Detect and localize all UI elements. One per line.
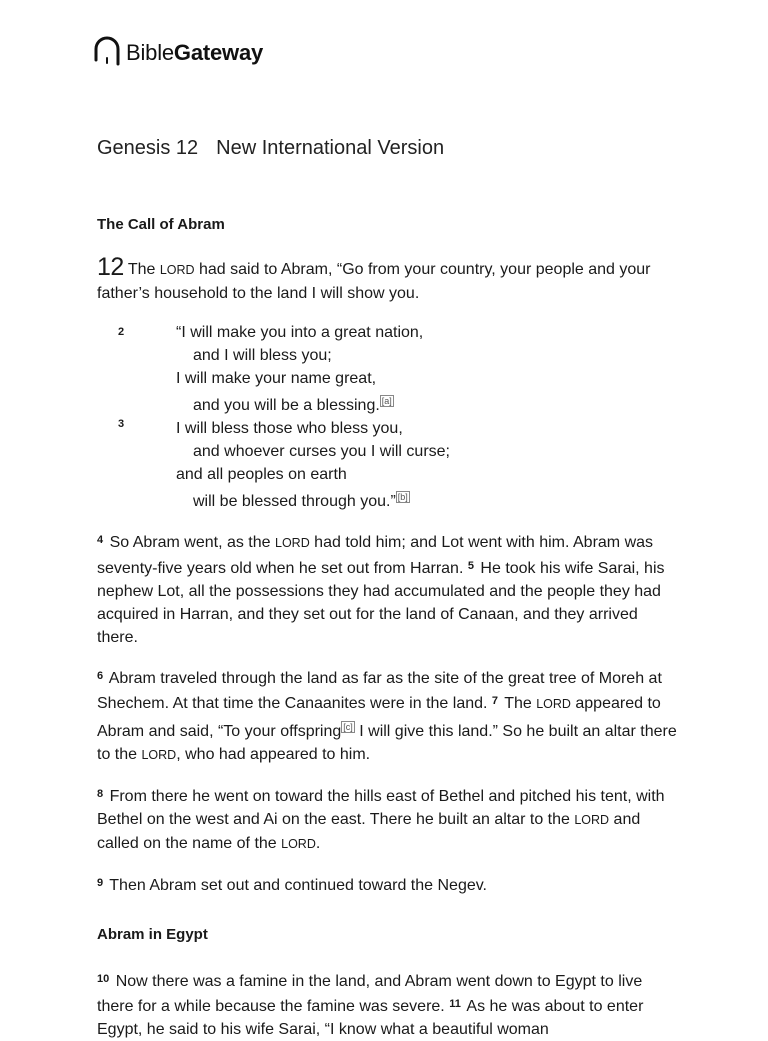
footnote-a[interactable] (380, 395, 394, 407)
verse-text: The (500, 695, 537, 712)
verse-text: , who had appeared to him. (176, 746, 371, 763)
verse-text: Then Abram set out and continued toward the Negev. (105, 877, 487, 894)
small-caps-lord: LORD (275, 536, 310, 550)
poetry-line: and all peoples on earth (176, 466, 347, 483)
verse-number: 8 (97, 788, 104, 800)
verse-text: As he was about to enter Egypt, he said to his wife Sarai, “I know what a beautiful woman (97, 998, 644, 1038)
poetry-block (97, 321, 677, 513)
poetry-line: I will make your name great, (176, 370, 377, 387)
verse-8 (97, 783, 677, 856)
poetry-line (97, 486, 677, 513)
poetry-text: will be blessed through you.” (193, 493, 396, 510)
poetry-line: “I will make you into a great nation, (176, 324, 424, 341)
poetry-text: and you will be a blessing. (193, 397, 380, 414)
verse-number: 11 (449, 998, 461, 1010)
footnote-label[interactable]: [c] (343, 722, 353, 732)
small-caps-lord: LORD (159, 263, 195, 277)
section-heading: The Call of Abram (97, 216, 225, 233)
footnote-label[interactable]: [b] (397, 492, 408, 502)
brand-gateway: Gateway (173, 40, 264, 65)
bible-gateway-logo-icon (92, 36, 122, 70)
verse-number: 5 (467, 560, 474, 572)
verse-text: . (315, 835, 321, 852)
chapter-number: 12 (97, 253, 124, 281)
verse-1 (97, 253, 677, 305)
verse-number: 3 (118, 418, 125, 430)
small-caps-lord: LORD (141, 748, 177, 762)
verse-number: 6 (97, 670, 104, 682)
section-heading: Abram in Egypt (97, 926, 208, 943)
verse-4 (97, 529, 677, 649)
passage-version: New International Version (216, 137, 445, 159)
verse-9 (97, 872, 677, 897)
small-caps-lord: LORD (536, 697, 571, 711)
verse-text: appeared to Abram and said, “To your offspring (97, 695, 661, 740)
verse-text: I will give this land.” So he built an altar there to the (97, 723, 677, 763)
footnote-label[interactable]: [a] (381, 396, 392, 406)
verse-text: had told him; and Lot went with him. Abram was seventy-five years old when he set out from Harran. (97, 534, 654, 577)
passage-text (97, 213, 677, 1041)
verse-number: 7 (491, 695, 499, 707)
verse-number: 4 (97, 534, 104, 546)
verse-10 (97, 968, 677, 1041)
poetry-line: and whoever curses you I will curse; (193, 443, 450, 460)
verse-text: and called on the name of the (97, 811, 641, 852)
poetry-line: and I will bless you; (193, 347, 332, 364)
brand-bible: Bible (126, 40, 174, 65)
verse-text: So Abram went, as the (105, 534, 275, 551)
verse-number: 10 (97, 973, 110, 985)
verse-text: He took his wife Sarai, his nephew Lot, all the possessions they had accumulated and the people they had acquired in Harran, and they set out for the land of Canaan, and they arrived there. (97, 560, 665, 646)
footnote-c[interactable] (341, 721, 355, 733)
poetry-line: I will bless those who bless you, (176, 420, 403, 437)
passage-title (97, 137, 444, 160)
verse-text: The (127, 261, 160, 278)
verse-text: had said to Abram, “Go from your country, your people and your father’s household to the land I will show you. (97, 261, 651, 302)
brand-logo[interactable] (92, 36, 263, 70)
verse-text: Now there was a famine in the land, and Abram went down to Egypt to live there for a while because the famine was severe. (97, 973, 643, 1015)
verse-text: Abram traveled through the land as far as the site of the great tree of Moreh at Shechem. At that time the Canaanites were in the land. (97, 670, 662, 712)
poetry-line (97, 390, 677, 417)
verse-6 (97, 665, 677, 767)
verse-number: 9 (97, 877, 104, 889)
verse-number: 2 (118, 326, 125, 338)
small-caps-lord: LORD (281, 837, 316, 851)
brand-name (126, 36, 263, 70)
small-caps-lord: LORD (574, 813, 610, 827)
verse-text: From there he went on toward the hills east of Bethel and pitched his tent, with Bethel on the west and Ai on the east. There he built an altar to the (97, 788, 665, 828)
passage-reference: Genesis 12 (97, 137, 199, 159)
footnote-b[interactable] (396, 491, 410, 503)
